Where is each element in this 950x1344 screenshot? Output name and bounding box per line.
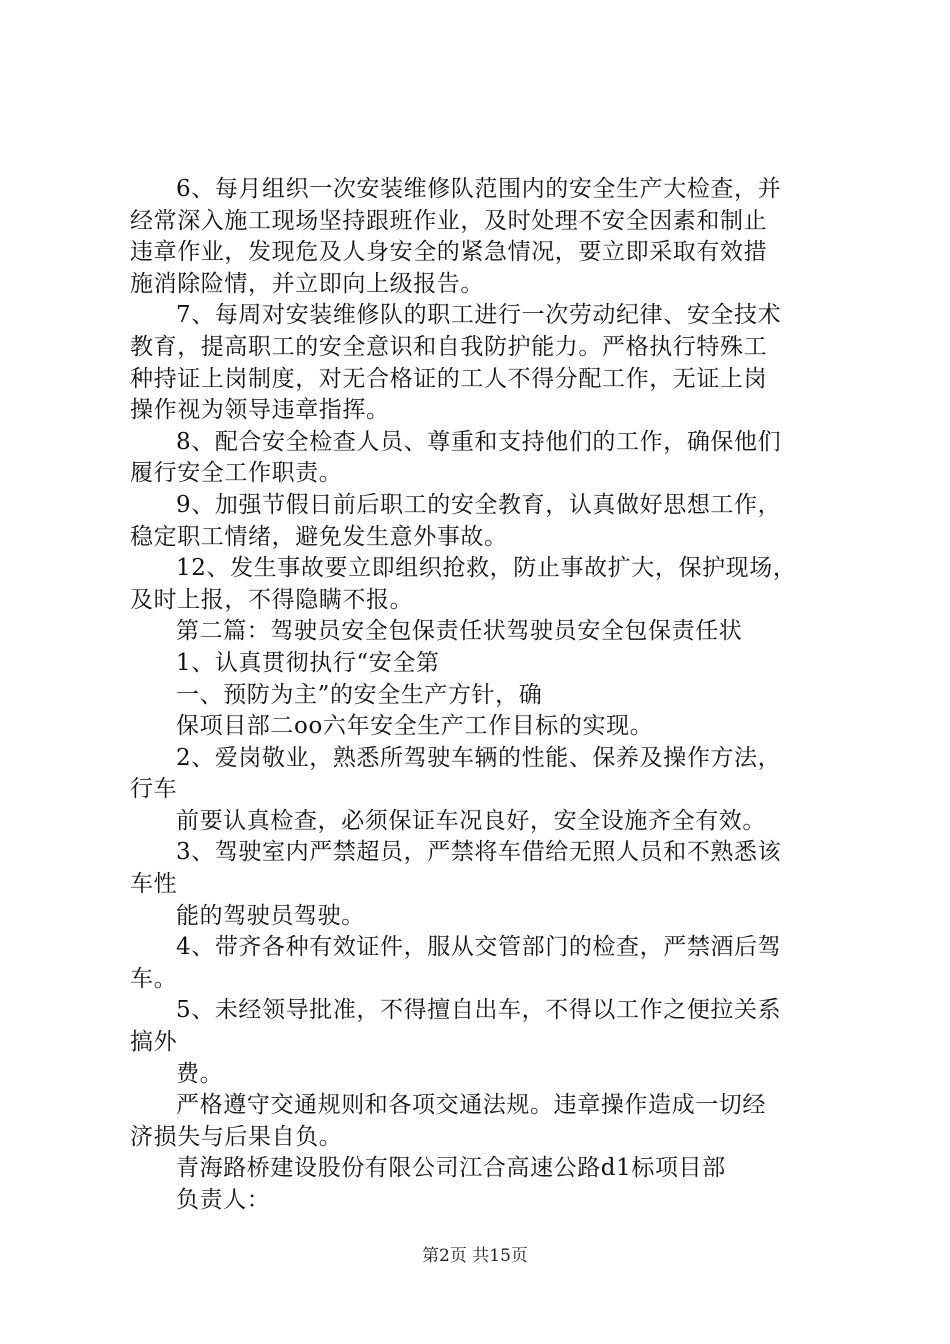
text-line: 负责人：	[176, 1187, 271, 1213]
text-line: 搞外	[130, 1029, 178, 1056]
text-line: 操作视为领导违章指挥。	[130, 397, 390, 424]
text-line: 1、认真贯彻执行“安全第	[176, 649, 440, 676]
text-line: 保项目部二oo六年安全生产工作目标的实现。	[176, 713, 654, 740]
text-line: 种持证上岗制度，对无合格证的工人不得分配工作，无证上岗	[130, 365, 768, 392]
text-line: 稳定职工情绪，避免发生意外事故。	[130, 523, 508, 550]
text-line: 5、未经领导批准，不得擅自出车，不得以工作之便拉关系	[176, 997, 782, 1024]
text-line: 及时上报，不得隐瞒不报。	[130, 586, 414, 613]
text-line: 8、配合安全检查人员、尊重和支持他们的工作，确保他们	[176, 428, 782, 455]
text-line: 违章作业，发现危及人身安全的紧急情况，要立即采取有效措	[130, 239, 768, 266]
text-line: 青海路桥建设股份有限公司江合高速公路d1标项目部	[176, 1155, 726, 1182]
page-number-footer: 第2页 共15页	[422, 1246, 528, 1266]
text-line: 9、加强节假日前后职工的安全教育，认真做好思想工作，	[176, 491, 782, 518]
text-line: 12、发生事故要立即组织抢救，防止事故扩大，保护现场，	[176, 555, 797, 582]
text-line: 4、带齐各种有效证件，服从交管部门的检查，严禁酒后驾	[176, 934, 782, 961]
text-line: 车。	[130, 965, 178, 992]
text-line: 教育，提高职工的安全意识和自我防护能力。严格执行特殊工	[130, 333, 768, 360]
text-line: 3、驾驶室内严禁超员，严禁将车借给无照人员和不熟悉该	[176, 839, 782, 866]
text-line: 第二篇：驾驶员安全包保责任状驾驶员安全包保责任状	[176, 618, 743, 645]
text-line: 严格遵守交通规则和各项交通法规。违章操作造成一切经	[176, 1092, 766, 1119]
text-line: 6、每月组织一次安装维修队范围内的安全生产大检查，并	[176, 176, 782, 202]
document-body	[130, 174, 835, 1217]
text-line: 济损失与后果自负。	[130, 1123, 343, 1150]
text-line: 费。	[176, 1060, 224, 1087]
text-line: 行车	[130, 776, 178, 803]
text-line: 经常深入施工现场坚持跟班作业，及时处理不安全因素和制止	[130, 207, 768, 234]
text-line: 2、爱岗敬业，熟悉所驾驶车辆的性能、保养及操作方法，	[176, 744, 782, 771]
text-line: 7、每周对安装维修队的职工进行一次劳动纪律、安全技术	[176, 302, 782, 329]
text-line: 车性	[130, 871, 178, 898]
text-line: 能的驾驶员驾驶。	[176, 902, 365, 929]
text-line: 前要认真检查，必须保证车况良好，安全设施齐全有效。	[176, 807, 766, 834]
text-line: 施消除险情，并立即向上级报告。	[130, 270, 484, 297]
text-line: 履行安全工作职责。	[130, 460, 343, 487]
text-line: 一、预防为主”的安全生产方针，确	[176, 681, 543, 708]
